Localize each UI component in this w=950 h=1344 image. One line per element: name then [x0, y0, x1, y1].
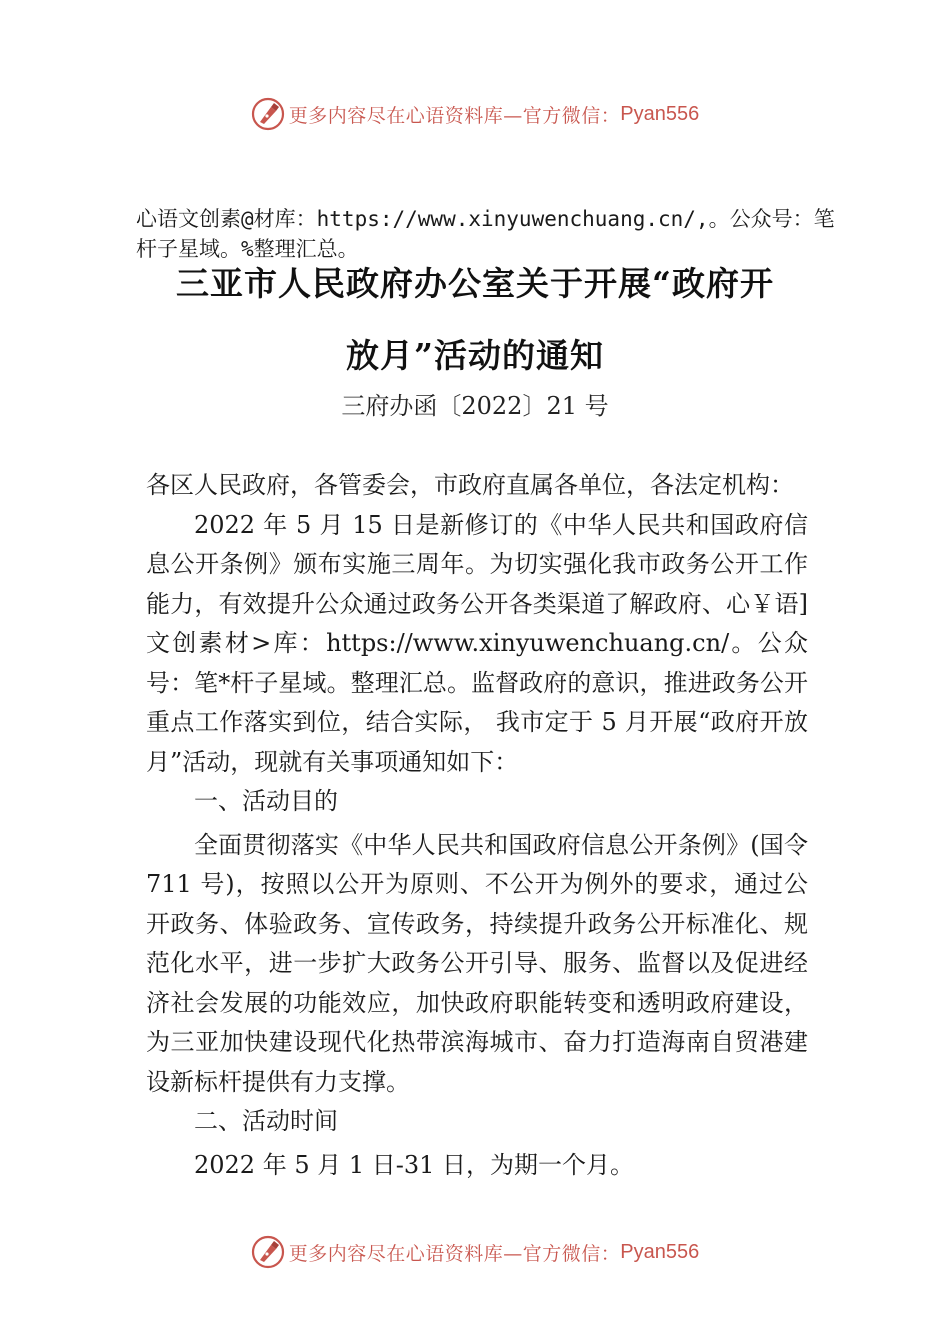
salutation: 各区人民政府，各管委会，市政府直属各单位，各法定机构：	[146, 471, 794, 499]
document-title-line-2: 放月”活动的通知	[346, 336, 604, 375]
document-body	[146, 466, 808, 1185]
watermark-line: 心语文创素@材库：https://www.xinyuwenchuang.cn/,。公众号：笔杆子星域。%整理汇总。	[136, 207, 835, 261]
footer-banner-wechat-id: Pyan556	[620, 1240, 700, 1263]
section-2-paragraph: 2022 年 5 月 1 日-31 日，为期一个月。	[194, 1150, 635, 1179]
header-banner	[0, 94, 950, 134]
pen-nib-logo-icon	[251, 1235, 285, 1269]
footer-banner	[0, 1232, 950, 1272]
section-1-paragraph: 全面贯彻落实《中华人民共和国政府信息公开条例》(国令 711 号)，按照以公开为原则、不公开为例外的要求，通过公开政务、体验政务、宣传政务，持续提升政务公开标准化、规范化水平，进一步扩大政务公开引导、服务、监督以及促进经济社会发展的功能效应，加快政府职能转变和透明政府建设，为三亚加快建设现代化热带滨海城市、奋力打造海南自贸港建设新标杆提供有力支撑。	[146, 830, 808, 1096]
section-1-heading: 一、活动目的	[194, 787, 338, 815]
document-number: 三府办函〔2022〕21 号	[341, 392, 609, 420]
intro-paragraph: 2022 年 5 月 15 日是新修订的《中华人民共和国政府信息公开条例》颁布实施三周年。为切实强化我市政务公开工作能力，有效提升公众通过政务公开各类渠道了解政府、心￥语]文创素材>库：https://www.xinyuwenchuang.cn/。公众号：笔*杆子星域。整理汇总。监督政府的意识，推进政务公开重点工作落实到位，结合实际， 我市定于 5 月开展“政府开放月”活动，现就有关事项通知如下：	[146, 510, 808, 776]
document-title-line-1: 三亚市人民政府办公室关于开展“政府开	[176, 264, 774, 303]
pen-nib-logo-icon	[251, 97, 285, 131]
section-2-heading: 二、活动时间	[194, 1107, 338, 1135]
banner-text: 更多内容尽在心语资料库—官方微信：	[288, 104, 621, 127]
banner-wechat-id: Pyan556	[620, 102, 700, 125]
footer-banner-text: 更多内容尽在心语资料库—官方微信：	[288, 1242, 621, 1265]
